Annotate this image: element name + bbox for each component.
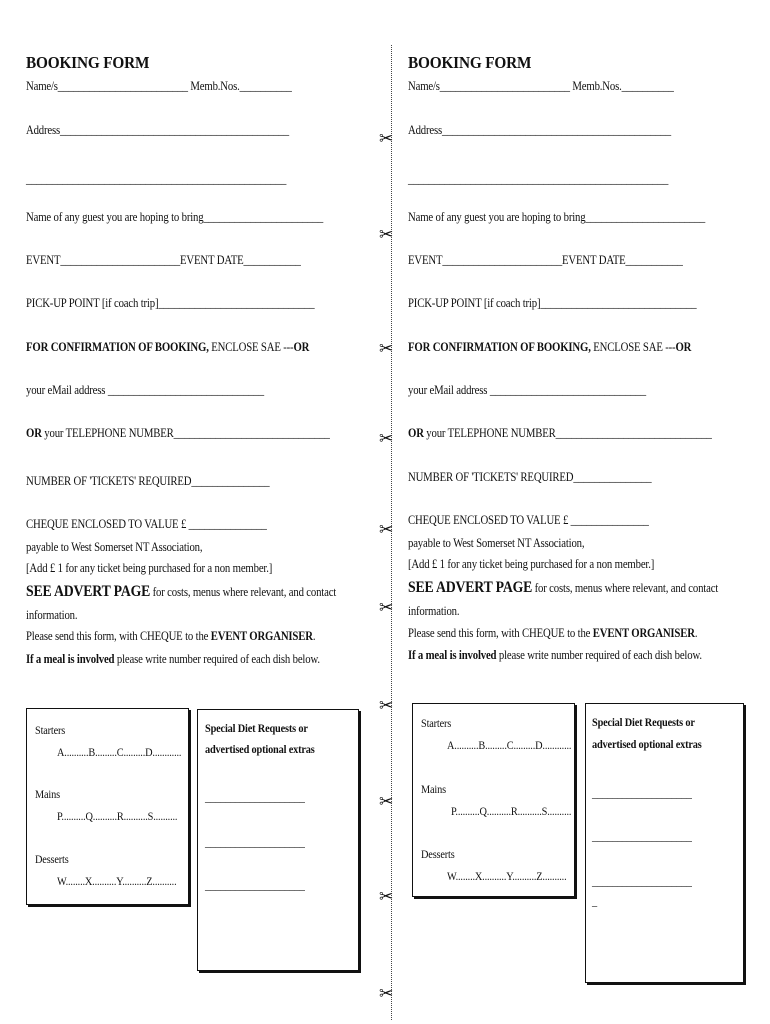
send-post: .: [694, 626, 698, 640]
confirmation-bold: FOR CONFIRMATION OF BOOKING,: [26, 340, 209, 354]
event-field[interactable]: EVENT_______________________EVENT DATE___________: [26, 253, 301, 267]
booking-form-right: [408, 0, 768, 1024]
names-field[interactable]: Name/s_________________________ Memb.Nos.__________: [26, 79, 292, 93]
scissors-icon: ✂: [379, 887, 394, 907]
address-line2-field[interactable]: __________________________________________________: [408, 172, 669, 186]
diet-title-2: advertised optional extras: [205, 742, 315, 756]
information-text: information.: [408, 604, 460, 618]
send-organiser: EVENT ORGANISER: [210, 629, 313, 643]
diet-line-1[interactable]: ____________________: [205, 790, 305, 804]
confirmation-sae: ENCLOSE SAE ---: [590, 340, 676, 354]
send-text: [408, 626, 697, 641]
advert-rest: for costs, menus where relevant, and contact: [150, 585, 337, 599]
meal-bold: If a meal is involved: [26, 652, 115, 666]
add-note: [Add £ 1 for any ticket being purchased for a non member.]: [26, 561, 273, 575]
menu-box: [412, 703, 575, 897]
advert-bold: SEE ADVERT PAGE: [408, 579, 533, 596]
payable-text: payable to West Somerset NT Association,: [408, 536, 585, 550]
menu-box: [26, 708, 189, 905]
meal-text: [408, 648, 702, 663]
send-pre: Please send this form, with CHEQUE to the: [408, 626, 593, 640]
advert-text: [26, 583, 336, 601]
guest-field[interactable]: Name of any guest you are hoping to bring_______________________: [26, 210, 324, 224]
telephone-label: your TELEPHONE NUMBER______________________________: [423, 426, 712, 440]
telephone-or: OR: [408, 426, 424, 440]
email-field[interactable]: your eMail address ______________________________: [408, 383, 646, 397]
telephone-field[interactable]: [408, 426, 712, 441]
address-field[interactable]: Address____________________________________________: [408, 123, 671, 137]
confirmation-or: OR: [675, 340, 692, 354]
confirmation-text: [408, 340, 691, 355]
desserts-options[interactable]: W........X..........Y..........Z..........: [57, 874, 177, 888]
address-line2-field[interactable]: __________________________________________________: [26, 172, 287, 186]
form-title: BOOKING FORM: [26, 53, 150, 72]
scissors-icon: ✂: [379, 984, 394, 1004]
telephone-field[interactable]: [26, 426, 330, 441]
guest-field[interactable]: Name of any guest you are hoping to bring_______________________: [408, 210, 706, 224]
mains-options[interactable]: P..........Q..........R..........S..........: [57, 809, 178, 823]
payable-text: payable to West Somerset NT Association,: [26, 540, 203, 554]
diet-line-2[interactable]: ____________________: [592, 829, 692, 843]
advert-rest: for costs, menus where relevant, and contact: [532, 581, 719, 595]
starters-label: Starters: [35, 723, 66, 737]
diet-box: [585, 703, 744, 983]
meal-rest: please write number required of each dish below.: [496, 648, 702, 662]
diet-line-3[interactable]: ____________________: [592, 874, 692, 888]
event-field[interactable]: EVENT_______________________EVENT DATE___________: [408, 253, 683, 267]
scissors-icon: ✂: [379, 339, 394, 359]
diet-line-3[interactable]: ____________________: [205, 878, 305, 892]
diet-title-1: Special Diet Requests or: [205, 721, 308, 735]
cheque-field[interactable]: CHEQUE ENCLOSED TO VALUE £ _______________: [408, 513, 649, 527]
add-note: [Add £ 1 for any ticket being purchased for a non member.]: [408, 557, 655, 571]
scissors-icon: ✂: [379, 225, 394, 245]
mains-label: Mains: [35, 787, 60, 801]
meal-text: [26, 652, 320, 667]
send-organiser: EVENT ORGANISER: [592, 626, 695, 640]
diet-line-1[interactable]: ____________________: [592, 786, 692, 800]
starters-options[interactable]: A..........B.........C.........D............: [447, 738, 572, 752]
meal-bold: If a meal is involved: [408, 648, 497, 662]
booking-form-left: [26, 0, 386, 1024]
tickets-field[interactable]: NUMBER OF 'TICKETS' REQUIRED_______________: [26, 474, 270, 488]
confirmation-sae: ENCLOSE SAE ---: [208, 340, 294, 354]
scissors-icon: ✂: [379, 598, 394, 618]
starters-options[interactable]: A..........B.........C.........D............: [57, 745, 182, 759]
diet-title-1: Special Diet Requests or: [592, 715, 695, 729]
cheque-field[interactable]: CHEQUE ENCLOSED TO VALUE £ _______________: [26, 517, 267, 531]
names-field[interactable]: Name/s_________________________ Memb.Nos.__________: [408, 79, 674, 93]
diet-line-dash: _: [592, 894, 597, 908]
scissors-icon: ✂: [379, 696, 394, 716]
starters-label: Starters: [421, 716, 452, 730]
scissors-icon: ✂: [379, 792, 394, 812]
telephone-or: OR: [26, 426, 42, 440]
send-pre: Please send this form, with CHEQUE to the: [26, 629, 211, 643]
telephone-label: your TELEPHONE NUMBER______________________________: [41, 426, 330, 440]
send-text: [26, 629, 315, 644]
tickets-field[interactable]: NUMBER OF 'TICKETS' REQUIRED_______________: [408, 470, 652, 484]
advert-bold: SEE ADVERT PAGE: [26, 583, 151, 600]
diet-box: [197, 709, 359, 971]
diet-line-2[interactable]: ____________________: [205, 835, 305, 849]
confirmation-or: OR: [293, 340, 310, 354]
confirmation-text: [26, 340, 309, 355]
advert-text: [408, 579, 718, 597]
meal-rest: please write number required of each dish below.: [114, 652, 320, 666]
information-text: information.: [26, 608, 78, 622]
desserts-options[interactable]: W........X..........Y..........Z..........: [447, 869, 567, 883]
pickup-field[interactable]: PICK-UP POINT [if coach trip]______________________________: [26, 296, 315, 310]
send-post: .: [312, 629, 316, 643]
pickup-field[interactable]: PICK-UP POINT [if coach trip]______________________________: [408, 296, 697, 310]
address-field[interactable]: Address____________________________________________: [26, 123, 289, 137]
confirmation-bold: FOR CONFIRMATION OF BOOKING,: [408, 340, 591, 354]
email-field[interactable]: your eMail address ______________________________: [26, 383, 264, 397]
mains-options[interactable]: P..........Q..........R..........S..........: [451, 804, 572, 818]
form-title: BOOKING FORM: [408, 53, 532, 72]
scissors-icon: ✂: [379, 429, 394, 449]
desserts-label: Desserts: [35, 852, 69, 866]
desserts-label: Desserts: [421, 847, 455, 861]
scissors-icon: ✂: [379, 520, 394, 540]
mains-label: Mains: [421, 782, 446, 796]
scissors-icon: ✂: [379, 129, 394, 149]
diet-title-2: advertised optional extras: [592, 737, 702, 751]
